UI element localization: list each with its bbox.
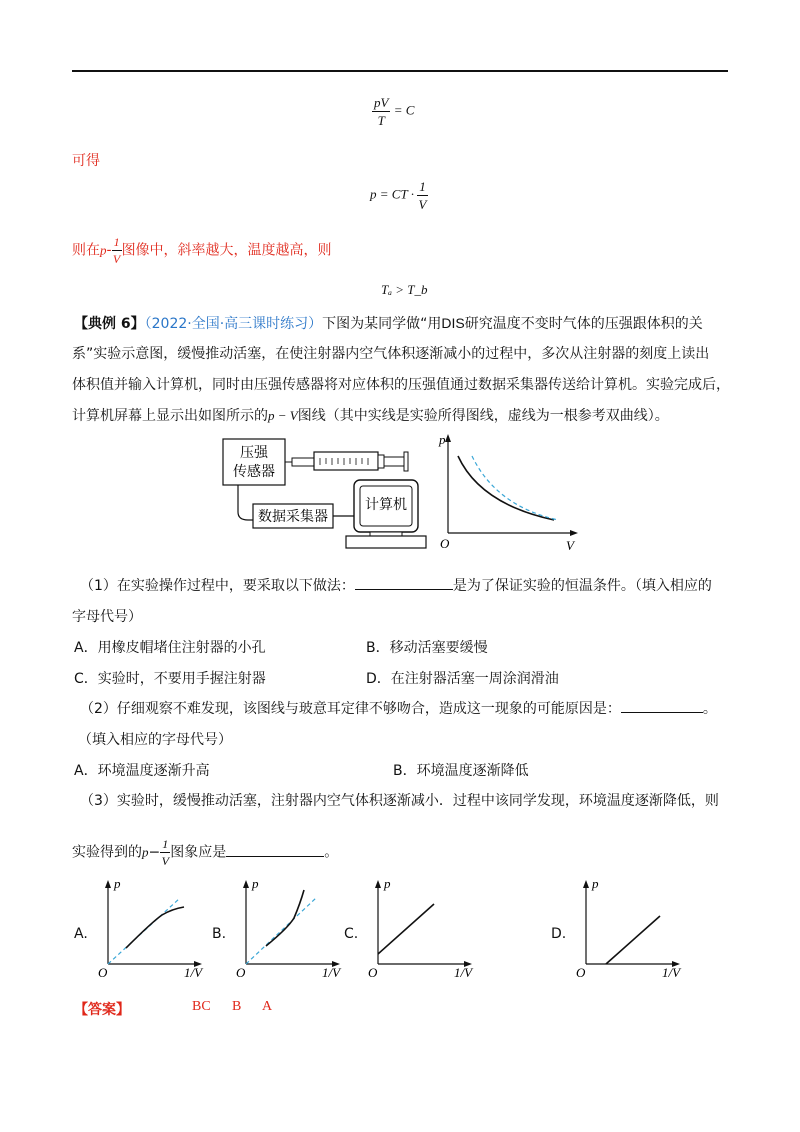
q3-p: p [142,844,149,860]
derive-label: 可得 [72,153,100,169]
q3-line-1: （3）实验时，缓慢推动活塞，注射器内空气体积逐渐减小．过程中该同学发现，环境温度逐渐降低，则 [80,793,719,809]
choice-c-x-label: 1/V [454,965,473,980]
answer-tag: 【答案】 [74,1002,130,1018]
example-dis: DIS [441,315,465,331]
q1-option-b: B．移动活塞要缓慢 [366,640,488,656]
q2-text-end: 。 [702,701,717,717]
q1-line-1 [80,575,712,596]
sensor-wire [238,485,253,520]
choice-b-curve [266,890,304,946]
pv-graph-v-label: V [566,538,574,553]
choice-a-p-label: p [114,876,121,891]
conclusion-pre: 则在 [72,242,100,259]
choice-d-x-label: 1/V [662,965,681,980]
choice-b-p-label: p [252,876,259,891]
q2-answer-blank[interactable] [621,698,703,713]
choice-b-origin: O [236,965,246,980]
pv-graph-p-label: p [439,432,446,447]
q2-line-2: （填入相应的字母代号） [78,732,232,748]
q2-option-a: A．环境温度逐渐升高 [74,763,210,779]
conclusion-p: p [100,242,107,258]
example-line1-b: 研究温度不变时气体的压强跟体积的关 [464,316,703,332]
q3-text-end: 。 [324,844,339,861]
q1-option-a: A．用橡皮帽堵住注射器的小孔 [74,640,266,656]
conclusion-dash: - [106,242,112,259]
apparatus-diagram [210,432,590,554]
q1-line-2: 字母代号） [72,609,142,625]
example-line-2: 系”实验示意图，缓慢推动活塞，在使注射器内空气体积逐渐减小的过程中，多次从注射器的刻度上读出 [72,346,710,362]
choice-a-origin: O [98,965,108,980]
conclusion-post: 图像中，斜率越大，温度越高，则 [121,242,332,259]
choice-c-p-label: p [384,876,391,891]
experimental-curve [458,456,554,520]
formula-ta-gt-tb: Tₐ > T_b [381,282,428,297]
example-line-1 [74,313,703,334]
conclusion-numerator: 1 [113,235,120,249]
conclusion-denominator: V [112,252,121,266]
choice-d-origin: O [576,965,586,980]
example-line4-a: 计算机屏幕上显示出如图所示的 [72,408,268,424]
pv-graph-origin: O [440,536,450,551]
example-tag: 【典例 6】 [74,316,145,332]
choice-d-label: D. [551,926,567,942]
choice-b-label: B. [212,926,227,942]
choice-b-graph [230,870,352,982]
q3-text-b2: 图象应是 [170,844,227,861]
choice-c-graph [362,870,484,982]
choice-a-graph [92,870,214,982]
choice-a-x-label: 1/V [184,965,203,980]
formula1-denominator: T [377,113,385,128]
formula1-rhs: = C [393,102,415,118]
q2-option-b: B．环境温度逐渐降低 [393,763,529,779]
reference-hyperbola [472,456,558,520]
choice-c-line [378,904,434,954]
choice-d-graph [570,870,692,982]
q1-text-a: （1）在实验操作过程中，要采取以下做法： [80,578,355,594]
q2-line-1 [80,698,717,719]
pv-graph [445,434,578,536]
example-pv: p − V [268,408,298,423]
q3-text-b1: 实验得到的 [72,844,142,861]
answer-2: B [232,999,242,1014]
computer-label: 计算机 [365,498,407,513]
choice-c-label: C. [344,926,359,942]
q3-denominator: V [161,854,169,868]
formula1-numerator: pV [374,95,389,110]
q3-dash: − [148,844,161,861]
computer [346,480,426,548]
syringe [285,452,408,471]
sensor-label-2: 传感器 [233,465,275,480]
formula-p-equals-ct-over-v [370,180,428,211]
choice-d-line [606,916,660,964]
q2-text-a: （2）仔细观察不难发现，该图线与玻意耳定律不够吻合，造成这一现象的可能原因是： [80,701,621,717]
choice-c-origin: O [368,965,378,980]
sensor-label-1: 压强 [240,446,268,461]
choice-b-reference-line [246,898,316,964]
q1-option-c: C．实验时，不要用手握注射器 [74,671,266,687]
q3-numerator: 1 [162,837,169,851]
example-line4-b: 图线（其中实线是实验所得图线，虚线为一根参考双曲线）。 [297,408,669,424]
formula-pv-over-t [372,96,414,127]
choice-b-x-label: 1/V [322,965,341,980]
conclusion-line [72,236,332,265]
q3-line-2 [72,838,338,867]
header-rule [72,70,728,72]
formula2-denominator: V [418,197,427,212]
choice-a-label: A. [74,926,88,942]
answer-3: A [262,999,273,1014]
q3-answer-blank[interactable] [226,842,324,857]
example-line1-a: 下图为某同学做“用 [322,316,442,332]
answer-1: BC [192,999,211,1014]
collector-label: 数据采集器 [258,510,328,525]
q1-option-d: D．在注射器活塞一周涂润滑油 [366,671,559,687]
q1-answer-blank[interactable] [355,575,453,590]
example-source: （2022·全国·高三课时练习） [144,316,323,332]
formula2-numerator: 1 [419,179,426,194]
choice-d-p-label: p [592,876,599,891]
example-line-3: 体积值并输入计算机，同时由压强传感器将对应体积的压强值通过数据采集器传送给计算机。实验完成后， [72,377,730,393]
formula2-lhs: p = CT · [370,186,414,202]
choice-a-curve [126,907,184,948]
example-line-4 [72,406,669,426]
q1-text-b: 是为了保证实验的恒温条件。（填入相应的 [452,578,712,594]
